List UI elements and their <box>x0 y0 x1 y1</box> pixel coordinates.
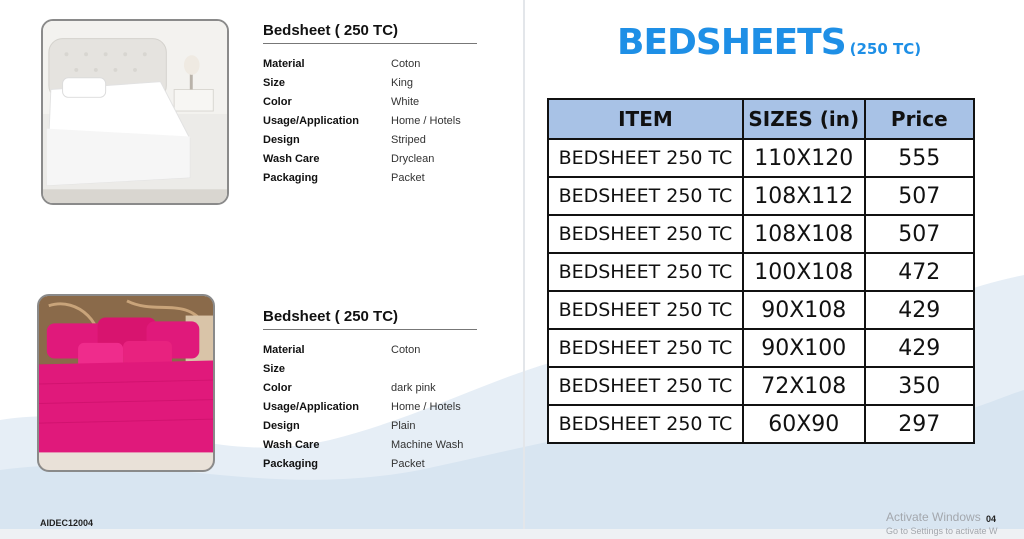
spec-value: Dryclean <box>391 152 435 165</box>
spec-key: Material <box>263 343 305 356</box>
spec-key: Design <box>263 133 300 146</box>
cell-price: 350 <box>865 367 974 405</box>
cell-price: 507 <box>865 215 974 253</box>
cell-price: 472 <box>865 253 974 291</box>
spec-row-packaging <box>263 168 477 187</box>
spec-value: Plain <box>391 419 416 432</box>
cell-item: BEDSHEET 250 TC <box>548 405 743 443</box>
column-header-item: ITEM <box>548 99 743 139</box>
cell-price: 429 <box>865 291 974 329</box>
heading-main: BEDSHEETS <box>617 22 846 63</box>
cell-size: 90X100 <box>743 329 865 367</box>
spec-row-size <box>263 73 477 92</box>
spec-key: Usage/Application <box>263 114 359 127</box>
watermark-title: Activate Windows <box>886 510 981 524</box>
column-header-price: Price <box>865 99 974 139</box>
cell-item: BEDSHEET 250 TC <box>548 139 743 177</box>
spec-row-usage <box>263 111 477 130</box>
cell-item: BEDSHEET 250 TC <box>548 291 743 329</box>
spec-key: Wash Care <box>263 152 320 165</box>
cell-price: 297 <box>865 405 974 443</box>
spec-row-packaging <box>263 454 477 473</box>
spec-value: White <box>391 95 420 108</box>
table-row <box>548 291 974 329</box>
table-row <box>548 367 974 405</box>
spec-key: Packaging <box>263 457 319 470</box>
cell-price: 429 <box>865 329 974 367</box>
activation-watermark <box>886 510 998 536</box>
table-row <box>548 405 974 443</box>
spec-key: Size <box>263 76 286 89</box>
spec-key: Color <box>263 95 292 108</box>
cell-size: 108X112 <box>743 177 865 215</box>
spec-key: Usage/Application <box>263 400 359 413</box>
product-spec-pink <box>263 308 477 473</box>
spec-key: Size <box>263 362 286 375</box>
spec-key: Material <box>263 57 305 70</box>
spec-value: Packet <box>391 457 425 470</box>
table-row <box>548 177 974 215</box>
cell-size: 60X90 <box>743 405 865 443</box>
product-spec-white <box>263 22 477 187</box>
spec-value: Home / Hotels <box>391 114 461 127</box>
spec-key: Wash Care <box>263 438 320 451</box>
spec-row-material <box>263 340 477 359</box>
cell-price: 507 <box>865 177 974 215</box>
spec-row-color <box>263 378 477 397</box>
spec-row-design <box>263 416 477 435</box>
page-number: 04 <box>986 514 997 524</box>
spread-divider <box>523 0 525 539</box>
cell-item: BEDSHEET 250 TC <box>548 253 743 291</box>
cell-item: BEDSHEET 250 TC <box>548 329 743 367</box>
pink-bedsheet-photo <box>37 294 215 472</box>
spec-row-design <box>263 130 477 149</box>
spec-row-usage <box>263 397 477 416</box>
cell-item: BEDSHEET 250 TC <box>548 177 743 215</box>
spec-row-wash-care <box>263 435 477 454</box>
cell-item: BEDSHEET 250 TC <box>548 215 743 253</box>
spec-value: King <box>391 76 414 89</box>
spec-value: Striped <box>391 133 426 146</box>
cell-price: 555 <box>865 139 974 177</box>
cell-size: 110X120 <box>743 139 865 177</box>
spec-row-size <box>263 359 477 378</box>
cell-size: 108X108 <box>743 215 865 253</box>
white-bedsheet-photo <box>41 19 229 205</box>
table-header-row <box>548 99 974 139</box>
spec-value: Packet <box>391 171 425 184</box>
cell-size: 90X108 <box>743 291 865 329</box>
column-header-sizes: SIZES (in) <box>743 99 865 139</box>
spec-value: Coton <box>391 343 421 356</box>
table-row <box>548 215 974 253</box>
watermark-subtitle: Go to Settings to activate W <box>886 526 998 536</box>
price-table <box>547 98 975 444</box>
product-title: Bedsheet ( 250 TC) <box>263 22 477 44</box>
spec-value: Coton <box>391 57 421 70</box>
page-heading <box>617 22 921 63</box>
table-row <box>548 139 974 177</box>
spec-key: Packaging <box>263 171 319 184</box>
cell-size: 72X108 <box>743 367 865 405</box>
spec-row-material <box>263 54 477 73</box>
spec-row-color <box>263 92 477 111</box>
cell-size: 100X108 <box>743 253 865 291</box>
spec-key: Design <box>263 419 300 432</box>
spec-value: dark pink <box>391 381 436 394</box>
spec-row-wash-care <box>263 149 477 168</box>
product-title: Bedsheet ( 250 TC) <box>263 308 477 330</box>
cell-item: BEDSHEET 250 TC <box>548 367 743 405</box>
spec-key: Color <box>263 381 292 394</box>
catalog-code: AIDEC12004 <box>40 518 94 528</box>
table-row <box>548 329 974 367</box>
bottom-strip <box>0 529 1024 539</box>
table-row <box>548 253 974 291</box>
heading-sub: (250 TC) <box>849 40 922 58</box>
spec-value: Machine Wash <box>391 438 464 451</box>
spec-value: Home / Hotels <box>391 400 461 413</box>
